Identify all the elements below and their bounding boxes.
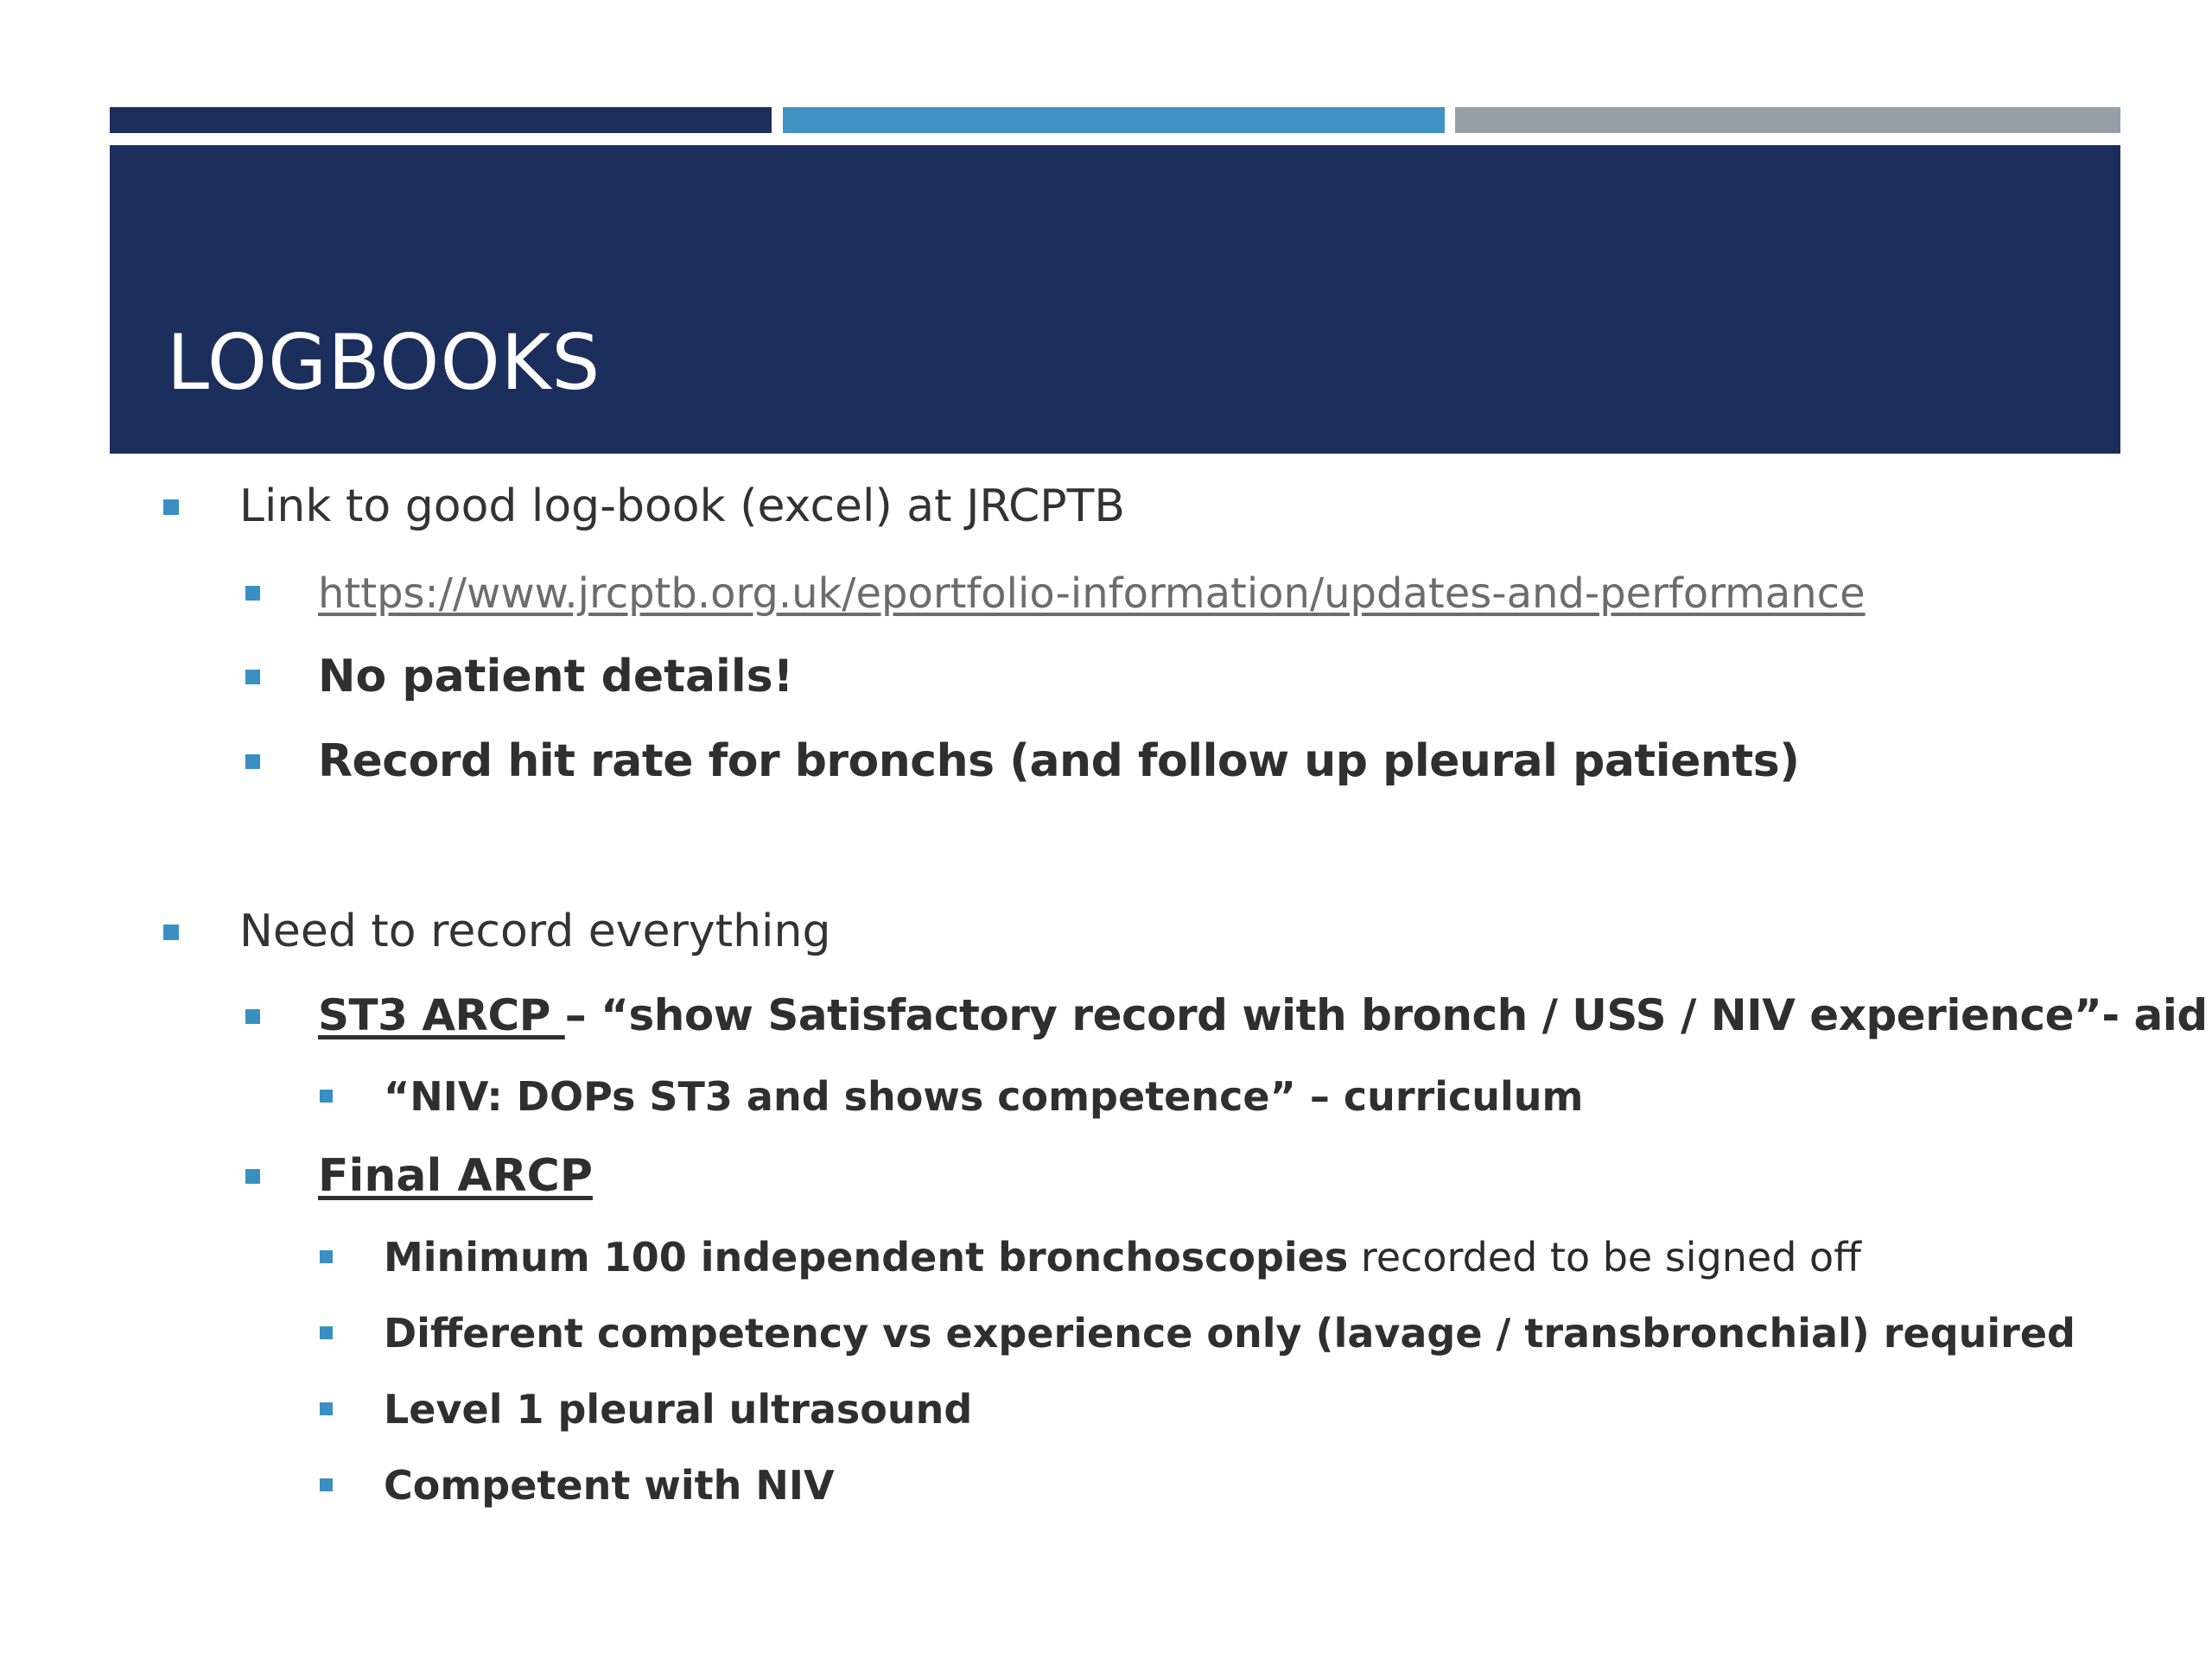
square-bullet-icon <box>245 586 260 601</box>
sub-sub-bullet-min-bronchoscopies <box>384 1234 1861 1281</box>
square-bullet-icon <box>245 1009 260 1024</box>
square-bullet-icon <box>320 1090 333 1103</box>
square-bullet-icon <box>163 499 179 515</box>
accent-bar-grey <box>1455 107 2120 133</box>
sub-sub-bullet-pleural-ultrasound <box>384 1386 973 1433</box>
sub-bullet-url[interactable] <box>318 569 1866 618</box>
bullet-text-normal: recorded to be signed off <box>1348 1234 1861 1281</box>
sub-sub-bullet-niv-dops <box>384 1073 1584 1120</box>
square-bullet-icon <box>163 925 179 940</box>
st3-arcp-text: – “show Satisfactory record with bronch / USS / NIV experience”- aid <box>564 990 2208 1040</box>
bullet-logbook-link <box>239 480 1126 532</box>
bullet-text: Need to record everything <box>239 906 831 957</box>
final-arcp-label: Final ARCP <box>318 1150 593 1202</box>
bullet-text: Different competency vs experience only (lavage / transbronchial) required <box>384 1310 2075 1357</box>
square-bullet-icon <box>320 1402 333 1415</box>
accent-bar-navy <box>110 107 772 133</box>
bullet-text: Link to good log-book (excel) at JRCPTB <box>239 480 1126 532</box>
square-bullet-icon <box>245 1169 260 1184</box>
square-bullet-icon <box>320 1250 333 1263</box>
square-bullet-icon <box>245 670 260 684</box>
jrcptb-link[interactable]: https://www.jrcptb.org.uk/eportfolio-information/updates-and-performance <box>318 569 1866 618</box>
sub-bullet-hit-rate <box>318 735 1800 787</box>
square-bullet-icon <box>320 1326 333 1339</box>
slide-title: LOGBOOKS <box>167 318 601 407</box>
title-band <box>110 145 2120 454</box>
bullet-text: No patient details! <box>318 651 794 702</box>
accent-bar-blue <box>783 107 1445 133</box>
bullet-text: Competent with NIV <box>384 1462 835 1509</box>
square-bullet-icon <box>245 754 260 769</box>
bullet-text: Record hit rate for bronchs (and follow up pleural patients) <box>318 735 1800 787</box>
bullet-record-everything <box>239 906 831 957</box>
st3-arcp-label: ST3 ARCP <box>318 990 565 1040</box>
bullet-text: Level 1 pleural ultrasound <box>384 1386 973 1433</box>
sub-sub-bullet-competent-niv <box>384 1462 835 1509</box>
sub-bullet-st3-arcp <box>318 990 2208 1040</box>
square-bullet-icon <box>320 1478 333 1491</box>
sub-sub-bullet-competency <box>384 1310 2075 1357</box>
sub-bullet-final-arcp <box>318 1150 593 1202</box>
bullet-text: “NIV: DOPs ST3 and shows competence” – curriculum <box>384 1073 1584 1120</box>
sub-bullet-no-patient-details <box>318 651 794 702</box>
bullet-text-bold: Minimum 100 independent bronchoscopies <box>384 1234 1349 1281</box>
